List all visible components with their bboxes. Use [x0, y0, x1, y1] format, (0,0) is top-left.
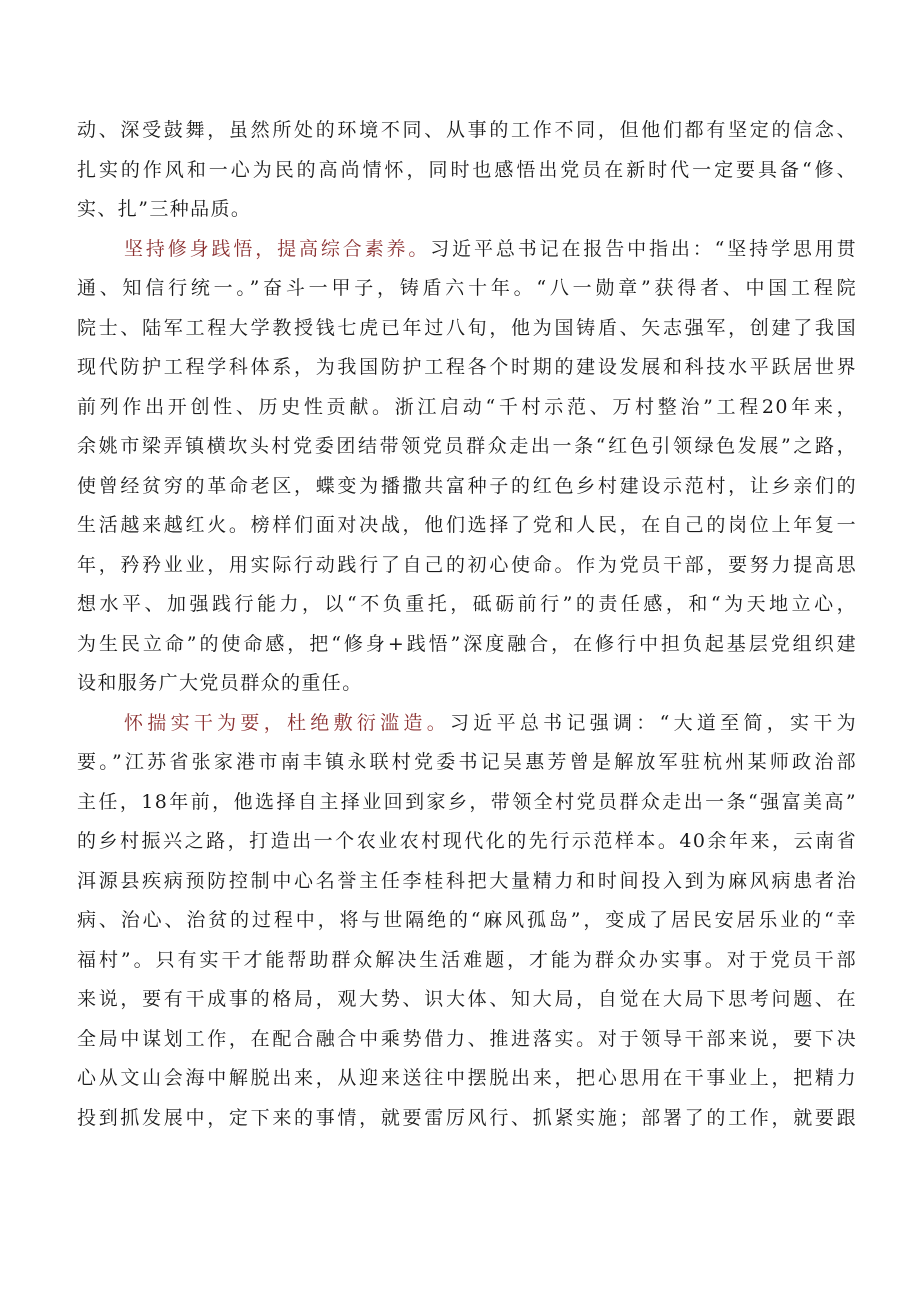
- body-line: 主任，18年前，他选择自主择业回到家乡，带领全村党员群众走出一条“强富美高”: [77, 790, 857, 813]
- body-line: 设和服务广大党员群众的重任。: [77, 672, 363, 694]
- body-line: 的乡村振兴之路，打造出一个农业农村现代化的先行示范样本。40余年来，云南省: [77, 830, 857, 852]
- body-text: 习近平总书记强调：“大道至简，实干为: [450, 711, 857, 734]
- body-line: 为生民立命”的使命感，把“修身+践悟”深度融合，在修行中担负起基层党组织建: [77, 632, 857, 655]
- body-line: 心从文山会海中解脱出来，从迎来送往中摆脱出来，把心思用在干事业上，把精力: [77, 1067, 857, 1089]
- body-line: 年，矜矜业业，用实际行动践行了自己的初心使命。作为党员干部，要努力提高思: [77, 553, 857, 576]
- body-line: 病、治心、治贫的过程中，将与世隔绝的“麻风孤岛”，变成了居民安居乐业的“幸: [77, 909, 857, 931]
- body-line: 福村”。只有实干才能帮助群众解决生活难题，才能为群众办实事。对于党员干部: [77, 948, 857, 971]
- section-heading: 怀揣实干为要，杜绝敷衍滥造。: [124, 711, 451, 734]
- body-line: 扎实的作风和一心为民的高尚情怀，同时也感悟出党员在新时代一定要具备“修、: [77, 158, 857, 181]
- body-line: 前列作出开创性、历史性贡献。浙江启动“千村示范、万村整治”工程20年来，: [77, 395, 857, 418]
- body-line: 来说，要有干成事的格局，观大势、识大体、知大局，自觉在大局下思考问题、在: [77, 988, 857, 1010]
- body-line: 现代防护工程学科体系，为我国防护工程各个时期的建设发展和科技水平跃居世界: [77, 356, 857, 378]
- body-line: 余姚市梁弄镇横坎头村党委团结带领党员群众走出一条“红色引领绿色发展”之路，: [77, 435, 857, 457]
- body-line: 院士、陆军工程大学教授钱七虎已年过八旬，他为国铸盾、矢志强军，创建了我国: [77, 316, 857, 339]
- body-line: 洱源县疾病预防控制中心名誉主任李桂科把大量精力和时间投入到为麻风病患者治: [77, 869, 857, 892]
- body-line: 要。”江苏省张家港市南丰镇永联村党委书记吴惠芳曾是解放军驻杭州某师政治部: [77, 751, 857, 773]
- body-line: 使曾经贫穷的革命老区，蝶变为播撒共富种子的红色乡村建设示范村，让乡亲们的: [77, 474, 857, 497]
- body-line: 投到抓发展中，定下来的事情，就要雷厉风行、抓紧实施；部署了的工作，就要跟: [77, 1106, 857, 1129]
- body-line: 全局中谋划工作，在配合融合中乘势借力、推进落实。对于领导干部来说，要下决: [77, 1027, 857, 1050]
- section-heading: 坚持修身践悟，提高综合素养。: [124, 237, 431, 260]
- body-line: 实、扎”三种品质。: [77, 198, 252, 220]
- body-line: [77, 230, 857, 270]
- body-line: 生活越来越红火。榜样们面对决战，他们选择了党和人民，在自己的岗位上年复一: [77, 514, 857, 536]
- body-text: 习近平总书记在报告中指出：“坚持学思用贯: [430, 237, 857, 260]
- body-line: 通、知信行统一。”奋斗一甲子，铸盾六十年。“八一勋章”获得者、中国工程院: [77, 277, 857, 299]
- document-body: [77, 111, 857, 1138]
- body-line: [77, 704, 857, 744]
- body-line: 想水平、加强践行能力，以“不负重托，砥砺前行”的责任感，和“为天地立心，: [77, 593, 857, 615]
- body-line: 动、深受鼓舞，虽然所处的环境不同、从事的工作不同，但他们都有坚定的信念、: [77, 119, 857, 141]
